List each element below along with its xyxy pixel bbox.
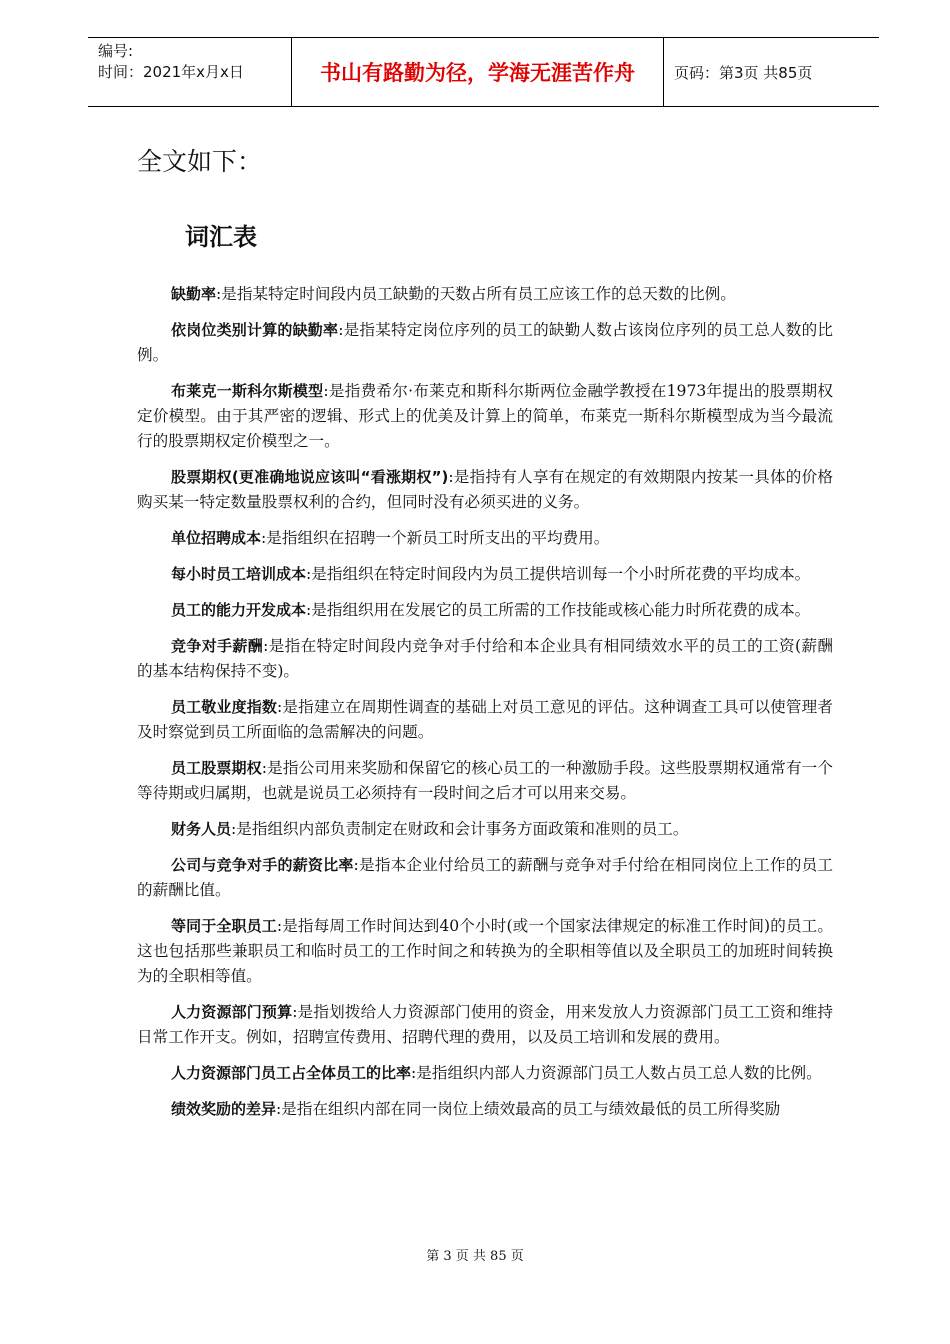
time-label: 时间：2021年x月x日 (98, 63, 244, 81)
header-meta (88, 38, 291, 106)
entry-term: 依岗位类别计算的缺勤率 (171, 321, 339, 339)
glossary-entry (137, 282, 833, 307)
entry-definition: :是指每周工作时间达到40个小时(或一个国家法律规定的标准工作时间)的员工。这也包括那些兼职员工和临时员工的工作时间之和转换为的全职相等值以及全职员工的加班时间转换为的全职相等值。 (137, 917, 833, 985)
entry-term: 竞争对手薪酬 (171, 637, 264, 655)
header-motto: 书山有路勤为径，学海无涯苦作舟 (291, 38, 664, 106)
entry-term: 员工敬业度指数 (171, 698, 277, 716)
glossary-entry (137, 756, 833, 806)
entry-term: 等同于全职员工 (171, 917, 277, 935)
entry-definition: :是指建立在周期性调查的基础上对员工意见的评估。这种调查工具可以使管理者及时察觉到员工所面临的急需解决的问题。 (137, 698, 833, 741)
entry-definition: :是指划拨给人力资源部门使用的资金，用来发放人力资源部门员工工资和维持日常工作开支。例如，招聘宣传费用、招聘代理的费用，以及员工培训和发展的费用。 (137, 1003, 833, 1046)
glossary-entry (137, 914, 833, 989)
entry-definition: :是指在特定时间段内竞争对手付给和本企业具有相同绩效水平的员工的工资(薪酬的基本结构保持不变)。 (137, 637, 833, 680)
glossary-entry (137, 634, 833, 684)
glossary-entry (137, 1000, 833, 1050)
glossary-entry (137, 379, 833, 454)
glossary-entry (137, 598, 833, 623)
intro-text: 全文如下： (137, 147, 263, 176)
entry-term: 缺勤率 (171, 285, 217, 303)
entry-definition: :是指组织内部人力资源部门员工人数占员工总人数的比例。 (411, 1064, 822, 1082)
entry-definition: :是指持有人享有在规定的有效期限内按某一具体的价格购买某一特定数量股票权利的合约，但同时没有必须买进的义务。 (137, 468, 833, 511)
entry-term: 股票期权(更准确地说应该叫“看涨期权”) (171, 468, 449, 486)
page-header (88, 37, 879, 107)
entry-definition: :是指组织在特定时间段内为员工提供培训每一个小时所花费的平均成本。 (306, 565, 811, 583)
entry-term: 员工股票期权 (171, 759, 262, 777)
entry-definition: :是指组织内部负责制定在财政和会计事务方面政策和准则的员工。 (231, 820, 689, 838)
entry-definition: :是指在组织内部在同一岗位上绩效最高的员工与绩效最低的员工所得奖励 (276, 1100, 781, 1118)
entry-term: 财务人员 (171, 820, 232, 838)
entry-term: 绩效奖励的差异 (171, 1100, 277, 1118)
section-heading: 词汇表 (185, 223, 257, 251)
glossary-entry (137, 318, 833, 368)
glossary-entry (137, 562, 833, 587)
glossary-entry (137, 695, 833, 745)
entry-term: 每小时员工培训成本 (171, 565, 307, 583)
entry-term: 单位招聘成本 (171, 529, 262, 547)
glossary-entry (137, 1061, 833, 1086)
glossary-entry (137, 853, 833, 903)
entry-term: 人力资源部门预算 (171, 1003, 293, 1021)
number-label: 编号: (98, 42, 134, 60)
entry-definition: :是指本企业付给员工的薪酬与竞争对手付给在相同岗位上工作的员工的薪酬比值。 (137, 856, 833, 899)
entry-definition: :是指组织用在发展它的员工所需的工作技能或核心能力时所花费的成本。 (306, 601, 811, 619)
entry-term: 员工的能力开发成本 (171, 601, 307, 619)
glossary-entry (137, 817, 833, 842)
glossary-entry (137, 465, 833, 515)
entry-term: 公司与竞争对手的薪资比率 (171, 856, 354, 874)
entry-definition: :是指某特定岗位序列的员工的缺勤人数占该岗位序列的员工总人数的比例。 (137, 321, 833, 364)
entry-definition: :是指某特定时间段内员工缺勤的天数占所有员工应该工作的总天数的比例。 (216, 285, 736, 303)
glossary-entry (137, 1097, 833, 1122)
entry-term: 布莱克一斯科尔斯模型 (171, 382, 324, 400)
entry-definition: :是指公司用来奖励和保留它的核心员工的一种激励手段。这些股票期权通常有一个等待期或归属期，也就是说员工必须持有一段时间之后才可以用来交易。 (137, 759, 833, 802)
entry-definition: :是指费希尔·布莱克和斯科尔斯两位金融学教授在1973年提出的股票期权定价模型。由于其严密的逻辑、形式上的优美及计算上的简单，布莱克一斯科尔斯模型成为当今最流行的股票期权定价模型之一。 (137, 382, 833, 450)
page-footer: 第 3 页 共 85 页 (426, 1249, 524, 1264)
glossary-list (137, 282, 833, 1133)
entry-definition: :是指组织在招聘一个新员工时所支出的平均费用。 (261, 529, 610, 547)
entry-term: 人力资源部门员工占全体员工的比率 (171, 1064, 412, 1082)
glossary-entry (137, 526, 833, 551)
header-page-info: 页码：第3页 共85页 (674, 63, 813, 82)
